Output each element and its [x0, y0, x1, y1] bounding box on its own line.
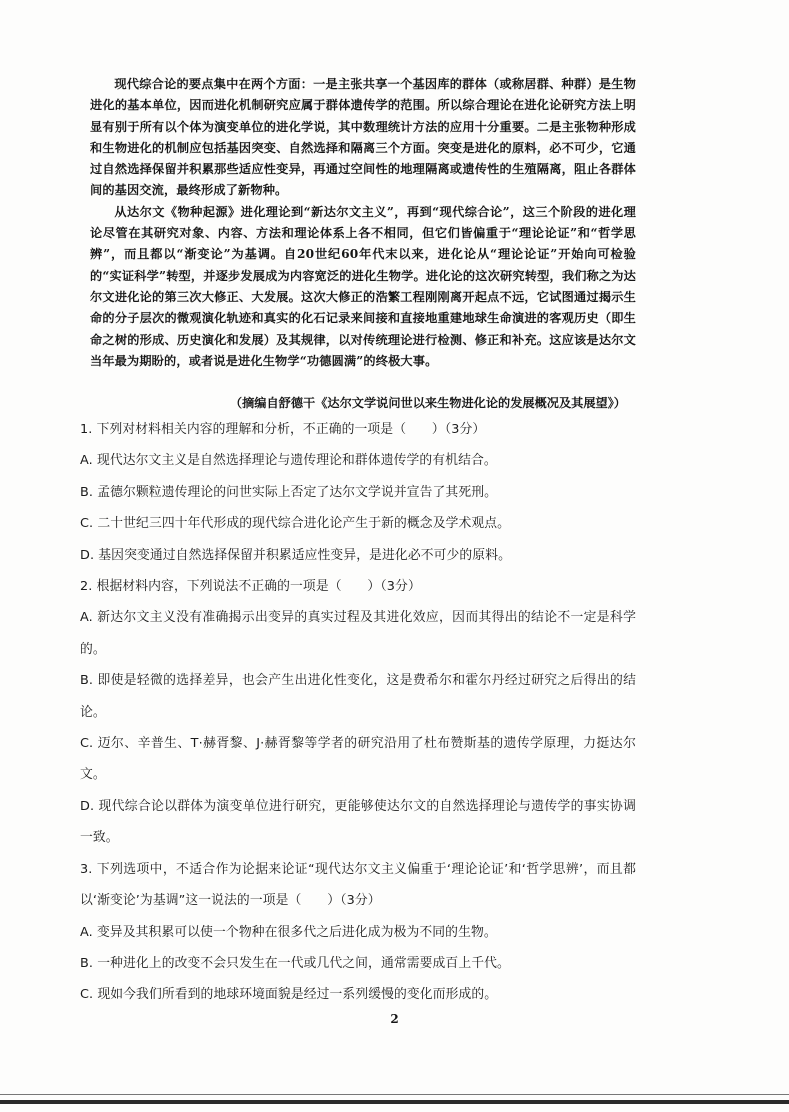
- passage-paragraph-1: 现代综合论的要点集中在两个方面：一是主张共享一个基因库的群体（或称居群、种群）是生物进化的基本单位，因而进化机制研究应属于群体遗传学的范围。所以综合理论在进化论研究方法上明显有别于所有以个体为演变单位的进化学说，其中数理统计方法的应用十分重要。二是主张物种形成和生物进化的机制应包括基因突变、自然选择和隔离三个方面。突变是进化的原料，必不可少，它通过自然选择保留并积累那些适应性变异，再通过空间性的地理隔离或遗传性的生殖隔离，阻止各群体间的基因交流，最终形成了新物种。: [90, 77, 636, 198]
- question-3-option-b: B. 一种进化上的改变不会只发生在一代或几代之间，通常需要成百上千代。: [80, 955, 510, 971]
- question-3-stem: 3. 下列选项中，不适合作为论据来论证“现代达尔文主义偏重于‘理论论证’和‘哲学思辨’，而且都以‘渐变论’为基调”这一说法的一项是（ ）（3分）: [80, 861, 636, 909]
- question-2-stem: 2. 根据材料内容，下列说法不正确的一项是（ ）（3分）: [80, 579, 421, 595]
- question-1-option-c: C. 二十世纪三四十年代形成的现代综合进化论产生于新的概念及学术观点。: [80, 516, 511, 532]
- question-2-option-b: B. 即使是轻微的选择差异，也会产生出进化性变化，这是费希尔和霍尔丹经过研究之后得出的结论。: [80, 673, 636, 720]
- question-1-option-b: B. 孟德尔颗粒遗传理论的问世实际上否定了达尔文学说并宣告了其死刑。: [80, 484, 498, 500]
- reading-passage: [90, 74, 636, 372]
- question-2-option-c: C. 迈尔、辛普生、T·赫胥黎、J·赫胥黎等学者的研究沿用了杜布赞斯基的遗传学原理，力挺达尔文。: [80, 736, 636, 783]
- page-number: 2: [390, 1012, 399, 1026]
- question-3-option-a: A. 变异及其积累可以使一个物种在很多代之后进化成为极为不同的生物。: [80, 924, 497, 940]
- scan-bottom-edge: [0, 1100, 789, 1104]
- scan-edge-line: [0, 1094, 789, 1095]
- question-3-option-c: C. 现如今我们所看到的地球环境面貌是经过一系列缓慢的变化而形成的。: [80, 987, 498, 1003]
- question-2-option-a: A. 新达尔文主义没有准确揭示出变异的真实过程及其进化效应，因而其得出的结论不一定是科学的。: [80, 610, 636, 657]
- passage-paragraph-2: 从达尔文《物种起源》进化理论到“新达尔文主义”，再到“现代综合论”，这三个阶段的进化理论尽管在其研究对象、内容、方法和理论体系上各不相同，但它们皆偏重于“理论论证”和“哲学思辨”，而且都以“渐变论”为基调。自20世纪60年代末以来，进化论从“理论论证”开始向可检验的“实证科学”转型，并逐步发展成为内容宽泛的进化生物学。进化论的这次研究转型，我们称之为达尔文进化论的第三次大修正、大发展。这次大修正的浩繁工程刚刚离开起点不远，它试图通过揭示生命的分子层次的微观演化轨迹和真实的化石记录来间接和直接地重建地球生命演进的客观历史（即生命之树的形成、历史演化和发展）及其规律，以对传统理论进行检测、修正和补充。这应该是达尔文当年最为期盼的，或者说是进化生物学“功德圆满”的终极大事。: [90, 204, 636, 368]
- question-1-stem: 1. 下列对材料相关内容的理解和分析，不正确的一项是（ ）（3分）: [80, 422, 486, 437]
- question-1-option-a: A. 现代达尔文主义是自然选择理论与遗传理论和群体遗传学的有机结合。: [80, 453, 497, 469]
- question-1-option-d: D. 基因突变通过自然选择保留并积累适应性变异，是进化必不可少的原料。: [80, 547, 511, 563]
- question-2-option-d: D. 现代综合论以群体为演变单位进行研究，更能够使达尔文的自然选择理论与遗传学的事实协调一致。: [80, 798, 636, 846]
- passage-source-citation: （摘编自舒德干《达尔文学说问世以来生物进化论的发展概况及其展望》）: [229, 396, 626, 410]
- question-list: [80, 414, 636, 1011]
